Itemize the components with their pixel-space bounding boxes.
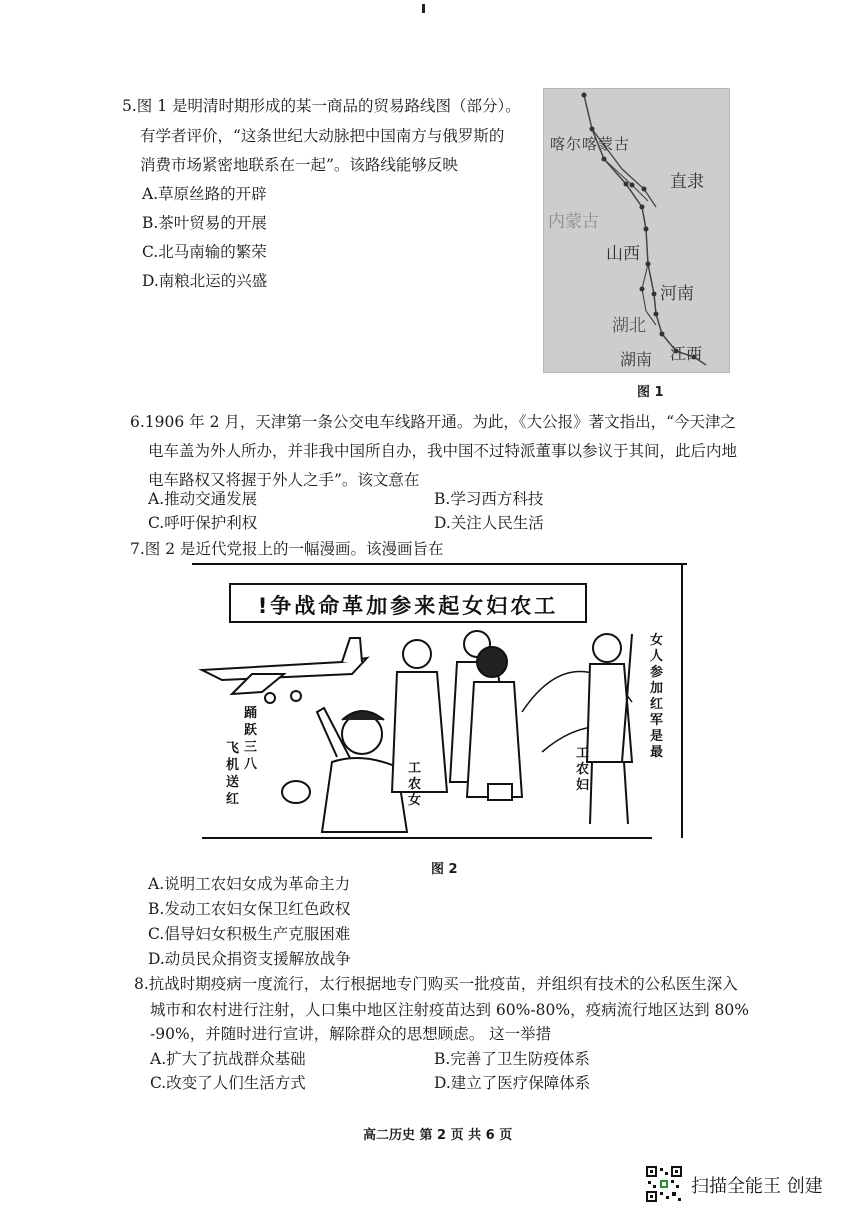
q5-stem-line3: 消费市场紧密地联系在一起”。该路线能够反映 [140, 156, 458, 174]
figure-2-caption: 图 2 [431, 862, 458, 877]
svg-text:人: 人 [650, 649, 664, 664]
map-label-henan: 河南 [660, 284, 694, 304]
svg-text:三: 三 [244, 740, 258, 755]
svg-text:飞: 飞 [226, 741, 240, 756]
qr-code-icon [645, 1165, 683, 1203]
svg-text:送: 送 [226, 775, 240, 790]
svg-text:最: 最 [650, 745, 664, 760]
svg-text:工: 工 [408, 761, 422, 776]
q7-option-c: C.倡导妇女积极生产克服困难 [148, 925, 351, 943]
q6-option-a: A.推动交通发展 [148, 490, 258, 508]
svg-text:加: 加 [650, 681, 664, 696]
q5-option-c: C.北马南输的繁荣 [142, 243, 267, 261]
svg-text:踊: 踊 [244, 706, 258, 721]
q6-option-d: D.关注人民生活 [434, 514, 544, 532]
q5-stem-line2: 有学者评价，“这条世纪大动脉把中国南方与俄罗斯的 [140, 127, 505, 145]
q5-stem-line1: 5.图 1 是明清时期形成的某一商品的贸易路线图（部分）。 [122, 97, 521, 115]
q5-option-a: A.草原丝路的开辟 [142, 185, 267, 203]
svg-text:农: 农 [576, 762, 590, 777]
q5-option-d: D.南粮北运的兴盛 [142, 272, 268, 290]
svg-text:军: 军 [650, 713, 664, 728]
map-label-zhili: 直隶 [670, 172, 704, 192]
svg-text:农: 农 [408, 777, 422, 792]
svg-text:是: 是 [650, 729, 664, 744]
figure-1-caption: 图 1 [637, 385, 664, 400]
map-label-jiangxi: 江西 [670, 344, 703, 363]
q8-option-b: B.完善了卫生防疫体系 [434, 1050, 590, 1068]
svg-text:女: 女 [650, 633, 664, 648]
map-label-shanxi: 山西 [606, 244, 640, 264]
map-label-hunan: 湖南 [620, 350, 653, 369]
q7-stem: 7.图 2 是近代党报上的一幅漫画。该漫画旨在 [130, 540, 444, 558]
svg-text:红: 红 [650, 697, 664, 712]
page-footer: 高二历史 第 2 页 共 6 页 [363, 1128, 513, 1143]
trade-route-map [543, 88, 730, 373]
q8-stem-line2: 城市和农村进行注射，人口集中地区注射疫苗达到 60%-80%，疫病流行地区达到 80% [150, 1001, 749, 1019]
q6-stem-line3: 电车路权又将握于外人之手”。该文意在 [148, 471, 420, 489]
q8-option-c: C.改变了人们生活方式 [150, 1074, 306, 1092]
map-label-mongolia: 喀尔喀蒙古 [550, 135, 631, 153]
q8-stem-line3: -90%，并随时进行宣讲，解除群众的思想顾虑。 这一举措 [150, 1025, 552, 1043]
svg-text:红: 红 [226, 792, 240, 807]
q8-option-d: D.建立了医疗保障体系 [434, 1074, 591, 1092]
svg-text:八: 八 [244, 757, 258, 772]
svg-text:女: 女 [408, 793, 422, 808]
q8-stem-line1: 8.抗战时期疫病一度流行，太行根据地专门购买一批疫苗，并组织有技术的公私医生深入 [134, 975, 738, 993]
scanner-watermark: 扫描全能王 创建 [691, 1176, 823, 1197]
cartoon-banner-text: !争战命革加参来起女妇农工 [257, 594, 559, 618]
svg-text:机: 机 [226, 758, 240, 773]
svg-text:工: 工 [576, 746, 590, 761]
q6-stem-line1: 6.1906 年 2 月，天津第一条公交电车线路开通。为此，《大公报》著文指出，“今天津之 [130, 413, 737, 431]
q7-option-b: B.发动工农妇女保卫红色政权 [148, 900, 351, 918]
svg-text:参: 参 [650, 665, 664, 680]
q6-option-c: C.呼吁保护利权 [148, 514, 258, 532]
map-label-inner-mongolia: 内蒙古 [548, 212, 599, 232]
map-label-hubei: 湖北 [612, 316, 646, 336]
svg-text:妇: 妇 [576, 778, 590, 793]
q8-option-a: A.扩大了抗战群众基础 [150, 1050, 306, 1068]
q6-option-b: B.学习西方科技 [434, 490, 544, 508]
scan-mark [422, 4, 425, 13]
svg-text:跃: 跃 [244, 723, 258, 738]
q7-option-a: A.说明工农妇女成为革命主力 [148, 875, 351, 893]
q5-option-b: B.茶叶贸易的开展 [142, 214, 267, 232]
party-newspaper-cartoon [192, 562, 687, 844]
q6-stem-line2: 电车盖为外人所办，并非我中国所自办，我中国不过特派董事以参议于其间，此后内地 [148, 442, 738, 460]
q7-option-d: D.动员民众捐资支援解放战争 [148, 950, 351, 968]
